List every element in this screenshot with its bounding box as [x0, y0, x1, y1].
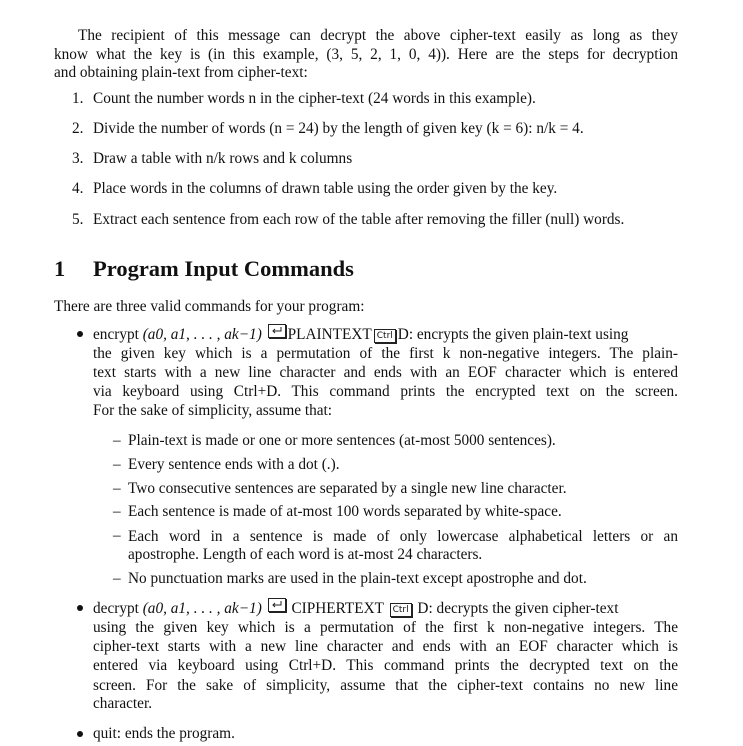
encrypt-command: encrypt: [93, 326, 139, 343]
commands-lead: There are three valid commands for your program:: [54, 298, 365, 315]
step-number: 2.: [72, 120, 84, 137]
intro-line-3: and obtaining plain-text from cipher-text:: [54, 64, 308, 81]
enter-key-icon: [268, 598, 286, 612]
section-title: Program Input Commands: [93, 256, 354, 281]
decrypt-line: using the given key which is a permutation of the first k non-negative integers. The: [93, 619, 678, 636]
dash-marker: –: [113, 503, 121, 520]
assumption-item: Two consecutive sentences are separated by a single new line character.: [128, 480, 567, 497]
enter-key-icon: [268, 324, 286, 338]
dash-marker: –: [113, 432, 121, 449]
decrypt-description: [93, 618, 678, 695]
decrypt-args: (a0, a1, . . . , ak−1): [142, 600, 262, 617]
step-number: 1.: [72, 90, 84, 107]
decrypt-last-line: character.: [93, 695, 153, 712]
decrypt-line: cipher-text starts with a new line character and ends with an EOF character which is: [93, 638, 678, 656]
ciphertext-token: CIPHERTEXT: [291, 600, 384, 617]
word-rule-line-1: Each word in a sentence is made of only lowercase alphabetical letters or an: [128, 528, 678, 545]
encrypt-last-line: For the sake of simplicity, assume that:: [93, 402, 333, 419]
encrypt-line: via keyboard using Ctrl+D. This command prints the encrypted text on the screen.: [93, 383, 678, 401]
encrypt-args: (a0, a1, . . . , ak−1): [142, 326, 262, 343]
decrypt-command: decrypt: [93, 600, 139, 617]
intro-line-2: know what the key is (in this example, (3, 5, 2, 1, 0, 4)). Here are the steps for decryption: [54, 46, 678, 64]
dash-marker: –: [113, 570, 121, 587]
dash-marker: –: [113, 456, 121, 473]
plaintext-token: PLAINTEXT: [287, 326, 372, 343]
quit-command: quit: ends the program.: [93, 725, 235, 742]
bullet-icon: [77, 331, 83, 337]
punctuation-rule: No punctuation marks are used in the plain-text except apostrophe and dot.: [128, 570, 587, 587]
encrypt-first-tail: D: encrypts the given plain-text using: [397, 326, 629, 343]
step-text: Divide the number of words (n = 24) by the length of given key (k = 6): n/k = 4.: [93, 120, 584, 137]
example-key: (3, 5, 2, 1, 0, 4): [326, 46, 441, 64]
word-rule: [128, 527, 678, 546]
assumption-item: Each sentence is made of at-most 100 words separated by white-space.: [128, 503, 562, 520]
bullet-icon: [77, 731, 83, 737]
step-number: 3.: [72, 150, 84, 167]
dash-marker: –: [113, 527, 121, 544]
bullet-icon: [77, 605, 83, 611]
step-text: Draw a table with n/k rows and k columns: [93, 150, 353, 167]
intro-line-1: The recipient of this message can decrypt the above cipher-text easily as long as they: [78, 27, 678, 44]
decrypt-first-line: [93, 598, 618, 618]
section-number: 1: [54, 256, 66, 281]
assumption-item: Plain-text is made or one or more sentences (at-most 5000 sentences).: [128, 432, 556, 449]
ctrl-key-icon: Ctrl: [374, 329, 396, 343]
step-number: 5.: [72, 211, 84, 228]
dash-marker: –: [113, 480, 121, 497]
step-text: Place words in the columns of drawn table using the order given by the key.: [93, 180, 558, 197]
encrypt-line: the given key which is a permutation of the first k non-negative integers. The plain-: [93, 345, 678, 362]
step-number: 4.: [72, 180, 84, 197]
step-text: Count the number words n in the cipher-text (24 words in this example).: [93, 90, 536, 107]
decrypt-first-tail: D: decrypts the given cipher-text: [417, 600, 619, 617]
decrypt-line: entered via keyboard using Ctrl+D. This command prints the decrypted text on the: [93, 657, 678, 675]
assumption-item: Every sentence ends with a dot (.).: [128, 456, 340, 473]
ctrl-key-icon: Ctrl: [390, 603, 412, 617]
encrypt-description: [93, 344, 678, 402]
encrypt-first-line: [93, 324, 628, 344]
word-rule-line-2: apostrophe. Length of each word is at-most 24 characters.: [128, 546, 483, 563]
step-text: Extract each sentence from each row of the table after removing the filler (null) words.: [93, 211, 625, 228]
encrypt-line: text starts with a new line character and ends with an EOF character which is entered: [93, 364, 678, 382]
intro-paragraph: [54, 26, 678, 64]
decrypt-line: screen. For the sake of simplicity, assume that the cipher-text contains no new line: [93, 676, 678, 694]
